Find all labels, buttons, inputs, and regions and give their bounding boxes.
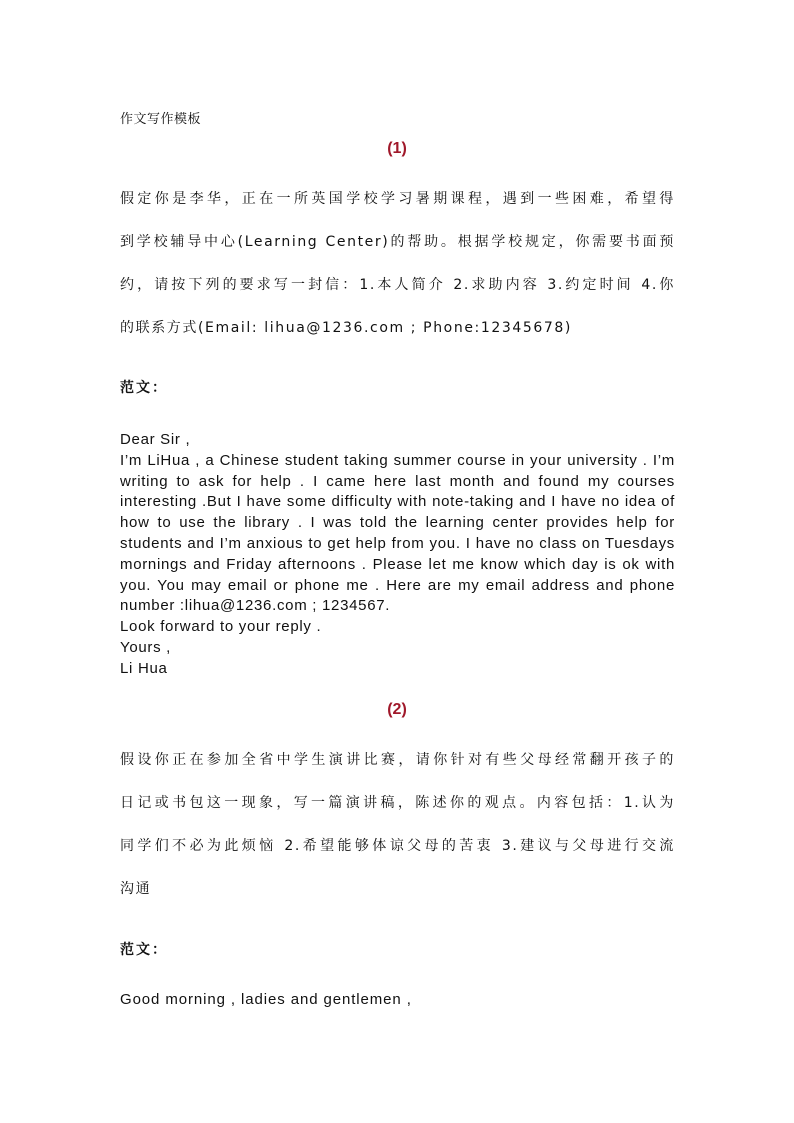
section-2-prompt-line: 同学们不必为此烦恼 2.希望能够体谅父母的苦衷 3.建议与父母进行交流 (120, 838, 675, 854)
section-1-prompt-line: 的联系方式(Email: lihua@1236.com ; Phone:12345678) (120, 320, 572, 336)
section-2-sample-label: 范文： (120, 942, 168, 958)
section-2-speech-opening: Good morning , ladies and gentlemen , (120, 991, 412, 1008)
letter-signoff: Yours , (120, 638, 172, 656)
section-2-prompt-line: 日记或书包这一现象，写一篇演讲稿，陈述你的观点。内容包括：1.认为 (120, 795, 675, 811)
letter-signature: Li Hua (120, 659, 168, 677)
document-title: 作文写作模板 (120, 112, 202, 127)
section-2-number: (2) (387, 701, 407, 718)
section-1-prompt (120, 178, 675, 350)
section-1-number: (1) (387, 140, 407, 157)
section-1-prompt-line: 约，请按下列的要求写一封信：1.本人简介 2.求助内容 3.约定时间 4.你 (120, 277, 675, 293)
section-1-sample-label: 范文： (120, 380, 168, 396)
section-2-prompt-line: 假设你正在参加全省中学生演讲比赛，请你针对有些父母经常翻开孩子的 (120, 752, 675, 768)
section-1-sample-letter (120, 430, 675, 680)
section-1-prompt-line: 假定你是李华，正在一所英国学校学习暑期课程，遇到一些困难，希望得 (120, 191, 675, 207)
letter-greeting: Dear Sir , (120, 431, 191, 448)
letter-closing-line: Look forward to your reply . (120, 618, 322, 636)
section-1-prompt-line: 到学校辅导中心(Learning Center)的帮助。根据学校规定，你需要书面预 (120, 234, 675, 250)
section-2-prompt (120, 739, 675, 911)
section-2-prompt-line: 沟通 (120, 881, 152, 897)
letter-body: I’m LiHua , a Chinese student taking summer course in your university . I’m writing to ask for help . I came here last month and found my courses interesting .But I have some difficulty with note-taking and I have no idea of how to use the library . I was told the learning center provides help for students and I’m anxious to get help from you. I have no class on Tuesdays mornings and Friday afternoons . Please let me know which day is ok with you. You may email or phone me . Here are my email address and phone number :lihua@1236.com ; 1234567. (120, 451, 675, 615)
